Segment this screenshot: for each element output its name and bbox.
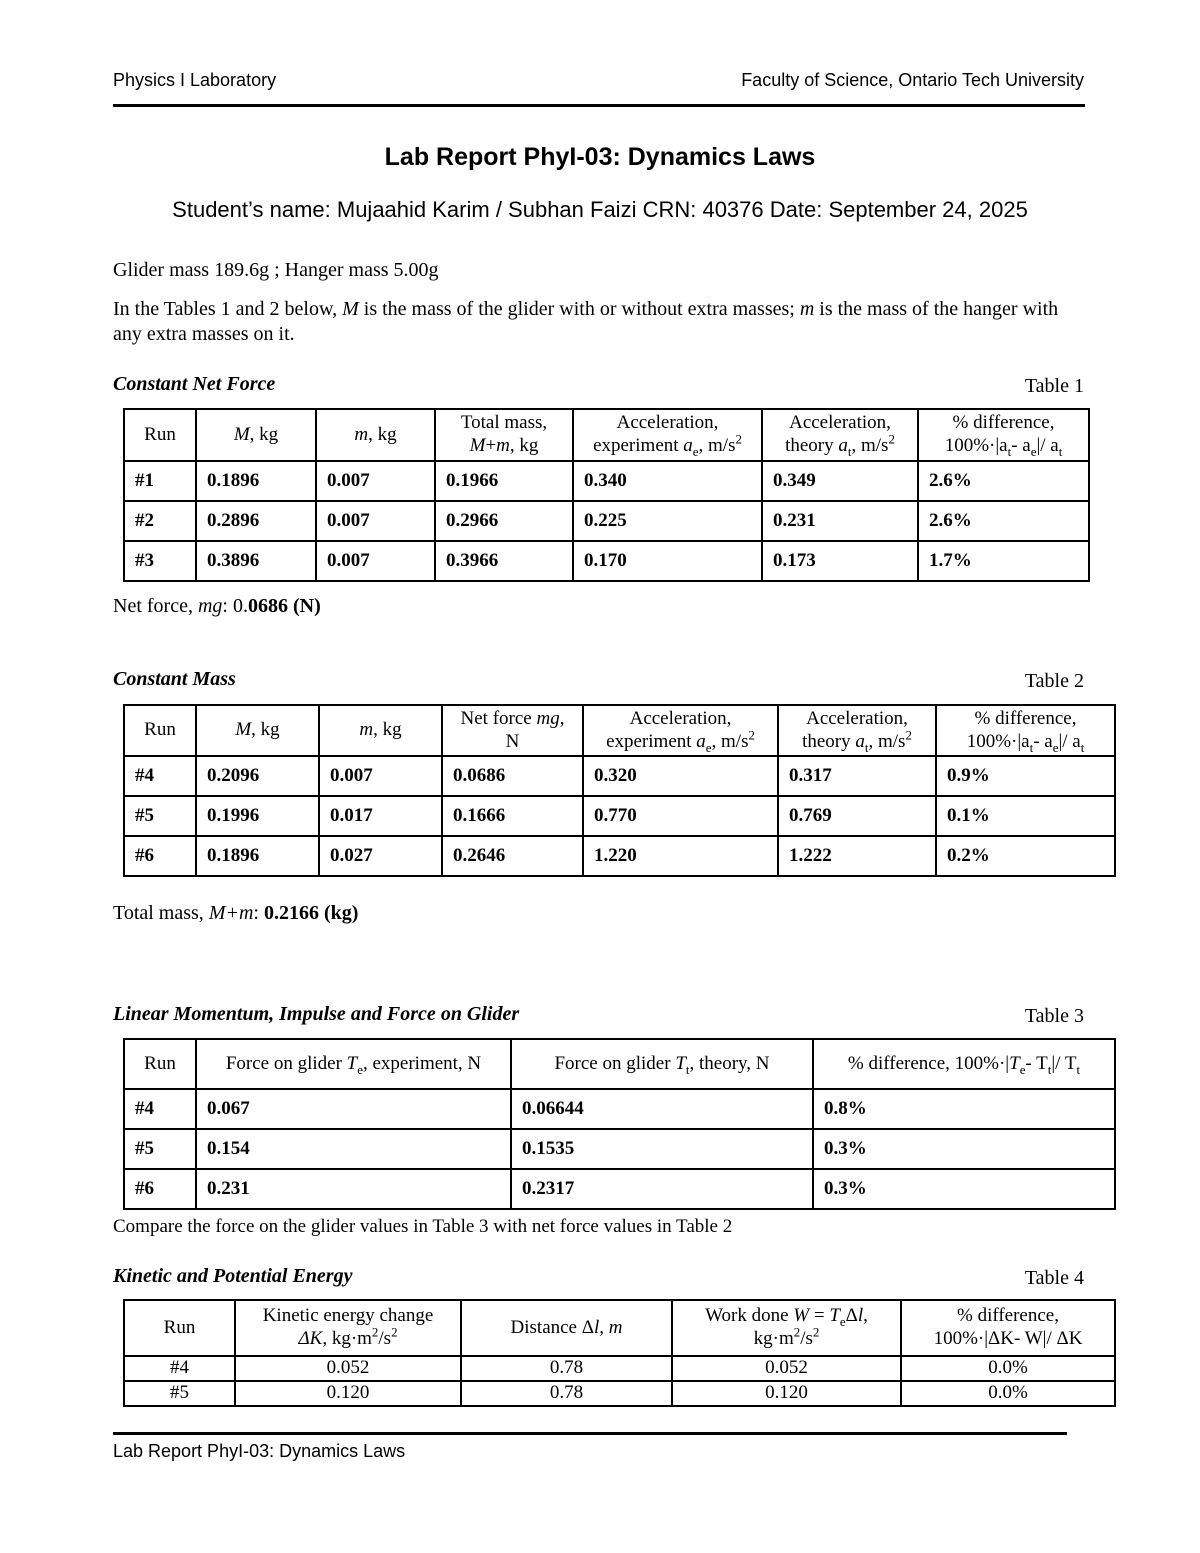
table-cell: 0.3966: [435, 541, 573, 581]
table3-header-run: Run: [124, 1039, 196, 1089]
table-cell: 0.1966: [435, 461, 573, 501]
table4-header-ke: Kinetic energy change ΔK, $kg\cdot m^2/s^2$: [235, 1300, 461, 1356]
table-cell: 0.317: [778, 756, 936, 796]
table3-header-diff: % difference, $100\%\cdot|T_e-$ $T_t|/$ $T_t$: [813, 1039, 1115, 1089]
table-cell: 0.3896: [196, 541, 316, 581]
table-cell: 0.067: [196, 1089, 511, 1129]
table-cell: 1.220: [583, 836, 778, 876]
table2-header-diff: % difference, $100\%\cdot|a_t-$ $a_e|/$ $a_t$: [936, 705, 1115, 756]
table-cell: 0.2966: [435, 501, 573, 541]
table-cell: 0.225: [573, 501, 762, 541]
intro-paragraph: [113, 297, 1088, 347]
table-cell: 1.7%: [918, 541, 1089, 581]
table-cell: #6: [124, 1169, 196, 1209]
student-line: Student’s name: Mujaahid Karim / Subhan Faizi CRN: 40376 Date: September 24, 2025: [172, 197, 1028, 222]
header-right: Faculty of Science, Ontario Tech University: [741, 70, 1084, 90]
table-row: [124, 836, 1115, 876]
table3-label: Table 3: [1024, 1005, 1084, 1027]
table-cell: 0.2896: [196, 501, 316, 541]
table-cell: 0.231: [762, 501, 918, 541]
table-cell: 0.2317: [511, 1169, 813, 1209]
table-cell: 0.052: [672, 1356, 901, 1381]
table-cell: 0.007: [316, 461, 435, 501]
table2-header-acc-exp: Acceleration, experiment $a_e$, $m/s^2$: [583, 705, 778, 756]
table4-header-distance: Distance Δl, m: [461, 1300, 672, 1356]
table-cell: #1: [124, 461, 196, 501]
table1-header-M: M, kg: [196, 409, 316, 461]
table-cell: 0.0%: [901, 1381, 1115, 1406]
table-cell: 0.1896: [196, 836, 319, 876]
table4-header-work: Work done $W = T_e\Delta l$, $kg\cdot m^2/s^2$: [672, 1300, 901, 1356]
table-row: [124, 796, 1115, 836]
table-cell: 0.1896: [196, 461, 316, 501]
table1-header-acc-theory: Acceleration, theory $a_t$, $m/s^2$: [762, 409, 918, 461]
table-row: [124, 1089, 1115, 1129]
table1-header-run: Run: [124, 409, 196, 461]
intro-text-3: is the mass of the hanger with any extra masses on it.: [113, 298, 1059, 345]
table4-label: Table 4: [1024, 1267, 1084, 1289]
table-row: [124, 1169, 1115, 1209]
table-row: [124, 1381, 1115, 1406]
table-cell: 0.1%: [936, 796, 1115, 836]
table-cell: 0.9%: [936, 756, 1115, 796]
table-cell: 2.6%: [918, 461, 1089, 501]
table3: [123, 1038, 1116, 1210]
total-mass-line: Total mass, M+m: 0.2166 (kg): [113, 902, 359, 924]
intro-text-1: In the Tables 1 and 2 below,: [113, 298, 343, 320]
table-row: [124, 501, 1089, 541]
table-cell: 0.0686: [442, 756, 583, 796]
table3-header-row: [124, 1039, 1115, 1089]
table-cell: 0.007: [316, 541, 435, 581]
table-cell: 0.2%: [936, 836, 1115, 876]
net-force-line: Net force, mg: 0.0686 (N): [113, 595, 321, 617]
table1-header-diff: % difference, $100\%\cdot|a_t-$ $a_e|/$ $a_t$: [918, 409, 1089, 461]
table-cell: #2: [124, 501, 196, 541]
table-cell: 0.8%: [813, 1089, 1115, 1129]
section-title-table1: Constant Net Force: [113, 373, 276, 395]
intro-sym-m: m: [799, 298, 815, 320]
table-cell: 0.120: [672, 1381, 901, 1406]
table2: [123, 704, 1116, 877]
table-cell: 0.769: [778, 796, 936, 836]
table-cell: 0.007: [316, 501, 435, 541]
table-row: [124, 461, 1089, 501]
table-cell: 0.173: [762, 541, 918, 581]
table-cell: 0.2096: [196, 756, 319, 796]
table1-header-total: Total mass, M+m, kg: [435, 409, 573, 461]
section-title-table4: Kinetic and Potential Energy: [113, 1265, 353, 1287]
table2-header-net-force: Net force mg, N: [442, 705, 583, 756]
table-cell: 0.2646: [442, 836, 583, 876]
table1-header-acc-exp: Acceleration, experiment $a_e$, $m/s^2$: [573, 409, 762, 461]
table-cell: #5: [124, 1381, 235, 1406]
table-cell: 0.231: [196, 1169, 511, 1209]
table-cell: 0.78: [461, 1356, 672, 1381]
table2-header-row: [124, 705, 1115, 756]
table-cell: 0.154: [196, 1129, 511, 1169]
intro-sym-M: M: [342, 298, 359, 320]
table-cell: 0.1996: [196, 796, 319, 836]
table-cell: #5: [124, 796, 196, 836]
table-cell: 1.222: [778, 836, 936, 876]
table-cell: 0.78: [461, 1381, 672, 1406]
total-mass-value: 0.2166 (kg): [263, 902, 359, 924]
table4-header-run: Run: [124, 1300, 235, 1356]
table-cell: 0.320: [583, 756, 778, 796]
table-cell: #3: [124, 541, 196, 581]
masses-line: Glider mass 189.6g ; Hanger mass 5.00g: [113, 259, 439, 281]
table-cell: 0.1535: [511, 1129, 813, 1169]
table-row: [124, 1356, 1115, 1381]
table-row: [124, 1129, 1115, 1169]
table1: [123, 408, 1090, 582]
table2-header-m: m, kg: [319, 705, 442, 756]
intro-text-2: is the mass of the glider with or without extra masses;: [358, 298, 800, 320]
compare-note: Compare the force on the glider values in Table 3 with net force values in Table 2: [113, 1216, 733, 1237]
table-cell: 2.6%: [918, 501, 1089, 541]
table3-header-force-exp: Force on glider $T_e$, experiment, N: [196, 1039, 511, 1089]
header-divider: [113, 104, 1085, 107]
section-title-table2: Constant Mass: [113, 668, 236, 690]
table1-header-row: [124, 409, 1089, 461]
table2-label: Table 2: [1024, 670, 1084, 692]
header-left: Physics I Laboratory: [113, 70, 277, 90]
table4-header-row: [124, 1300, 1115, 1356]
table-cell: #6: [124, 836, 196, 876]
table-cell: #5: [124, 1129, 196, 1169]
footer-text: Lab Report PhyI-03: Dynamics Laws: [113, 1441, 406, 1461]
table-row: [124, 756, 1115, 796]
table-cell: 0.0%: [901, 1356, 1115, 1381]
table-cell: 0.3%: [813, 1169, 1115, 1209]
table-cell: #4: [124, 1089, 196, 1129]
table-cell: 0.052: [235, 1356, 461, 1381]
table-cell: 0.120: [235, 1381, 461, 1406]
table-cell: 0.340: [573, 461, 762, 501]
table4: [123, 1299, 1116, 1407]
table-cell: 0.007: [319, 756, 442, 796]
table-cell: 0.06644: [511, 1089, 813, 1129]
report-title: Lab Report PhyI-03: Dynamics Laws: [384, 143, 816, 171]
net-force-value: 0686 (N): [247, 595, 321, 617]
table-cell: #4: [124, 756, 196, 796]
table-cell: 0.017: [319, 796, 442, 836]
table2-header-M: M, kg: [196, 705, 319, 756]
table-cell: 0.770: [583, 796, 778, 836]
table1-label: Table 1: [1024, 375, 1084, 397]
table-cell: 0.170: [573, 541, 762, 581]
table1-header-m: m, kg: [316, 409, 435, 461]
table-cell: 0.027: [319, 836, 442, 876]
table2-header-run: Run: [124, 705, 196, 756]
table2-header-acc-theory: Acceleration, theory $a_t$, $m/s^2$: [778, 705, 936, 756]
table4-header-diff: % difference, 100%·|ΔK- W|/ ΔK: [901, 1300, 1115, 1356]
table-cell: 0.3%: [813, 1129, 1115, 1169]
table-cell: 0.349: [762, 461, 918, 501]
footer-divider: [113, 1432, 1067, 1435]
section-title-table3: Linear Momentum, Impulse and Force on Glider: [113, 1003, 520, 1025]
table3-header-force-theory: Force on glider $T_t$, theory, N: [511, 1039, 813, 1089]
table-cell: 0.1666: [442, 796, 583, 836]
table-cell: #4: [124, 1356, 235, 1381]
table-row: [124, 541, 1089, 581]
